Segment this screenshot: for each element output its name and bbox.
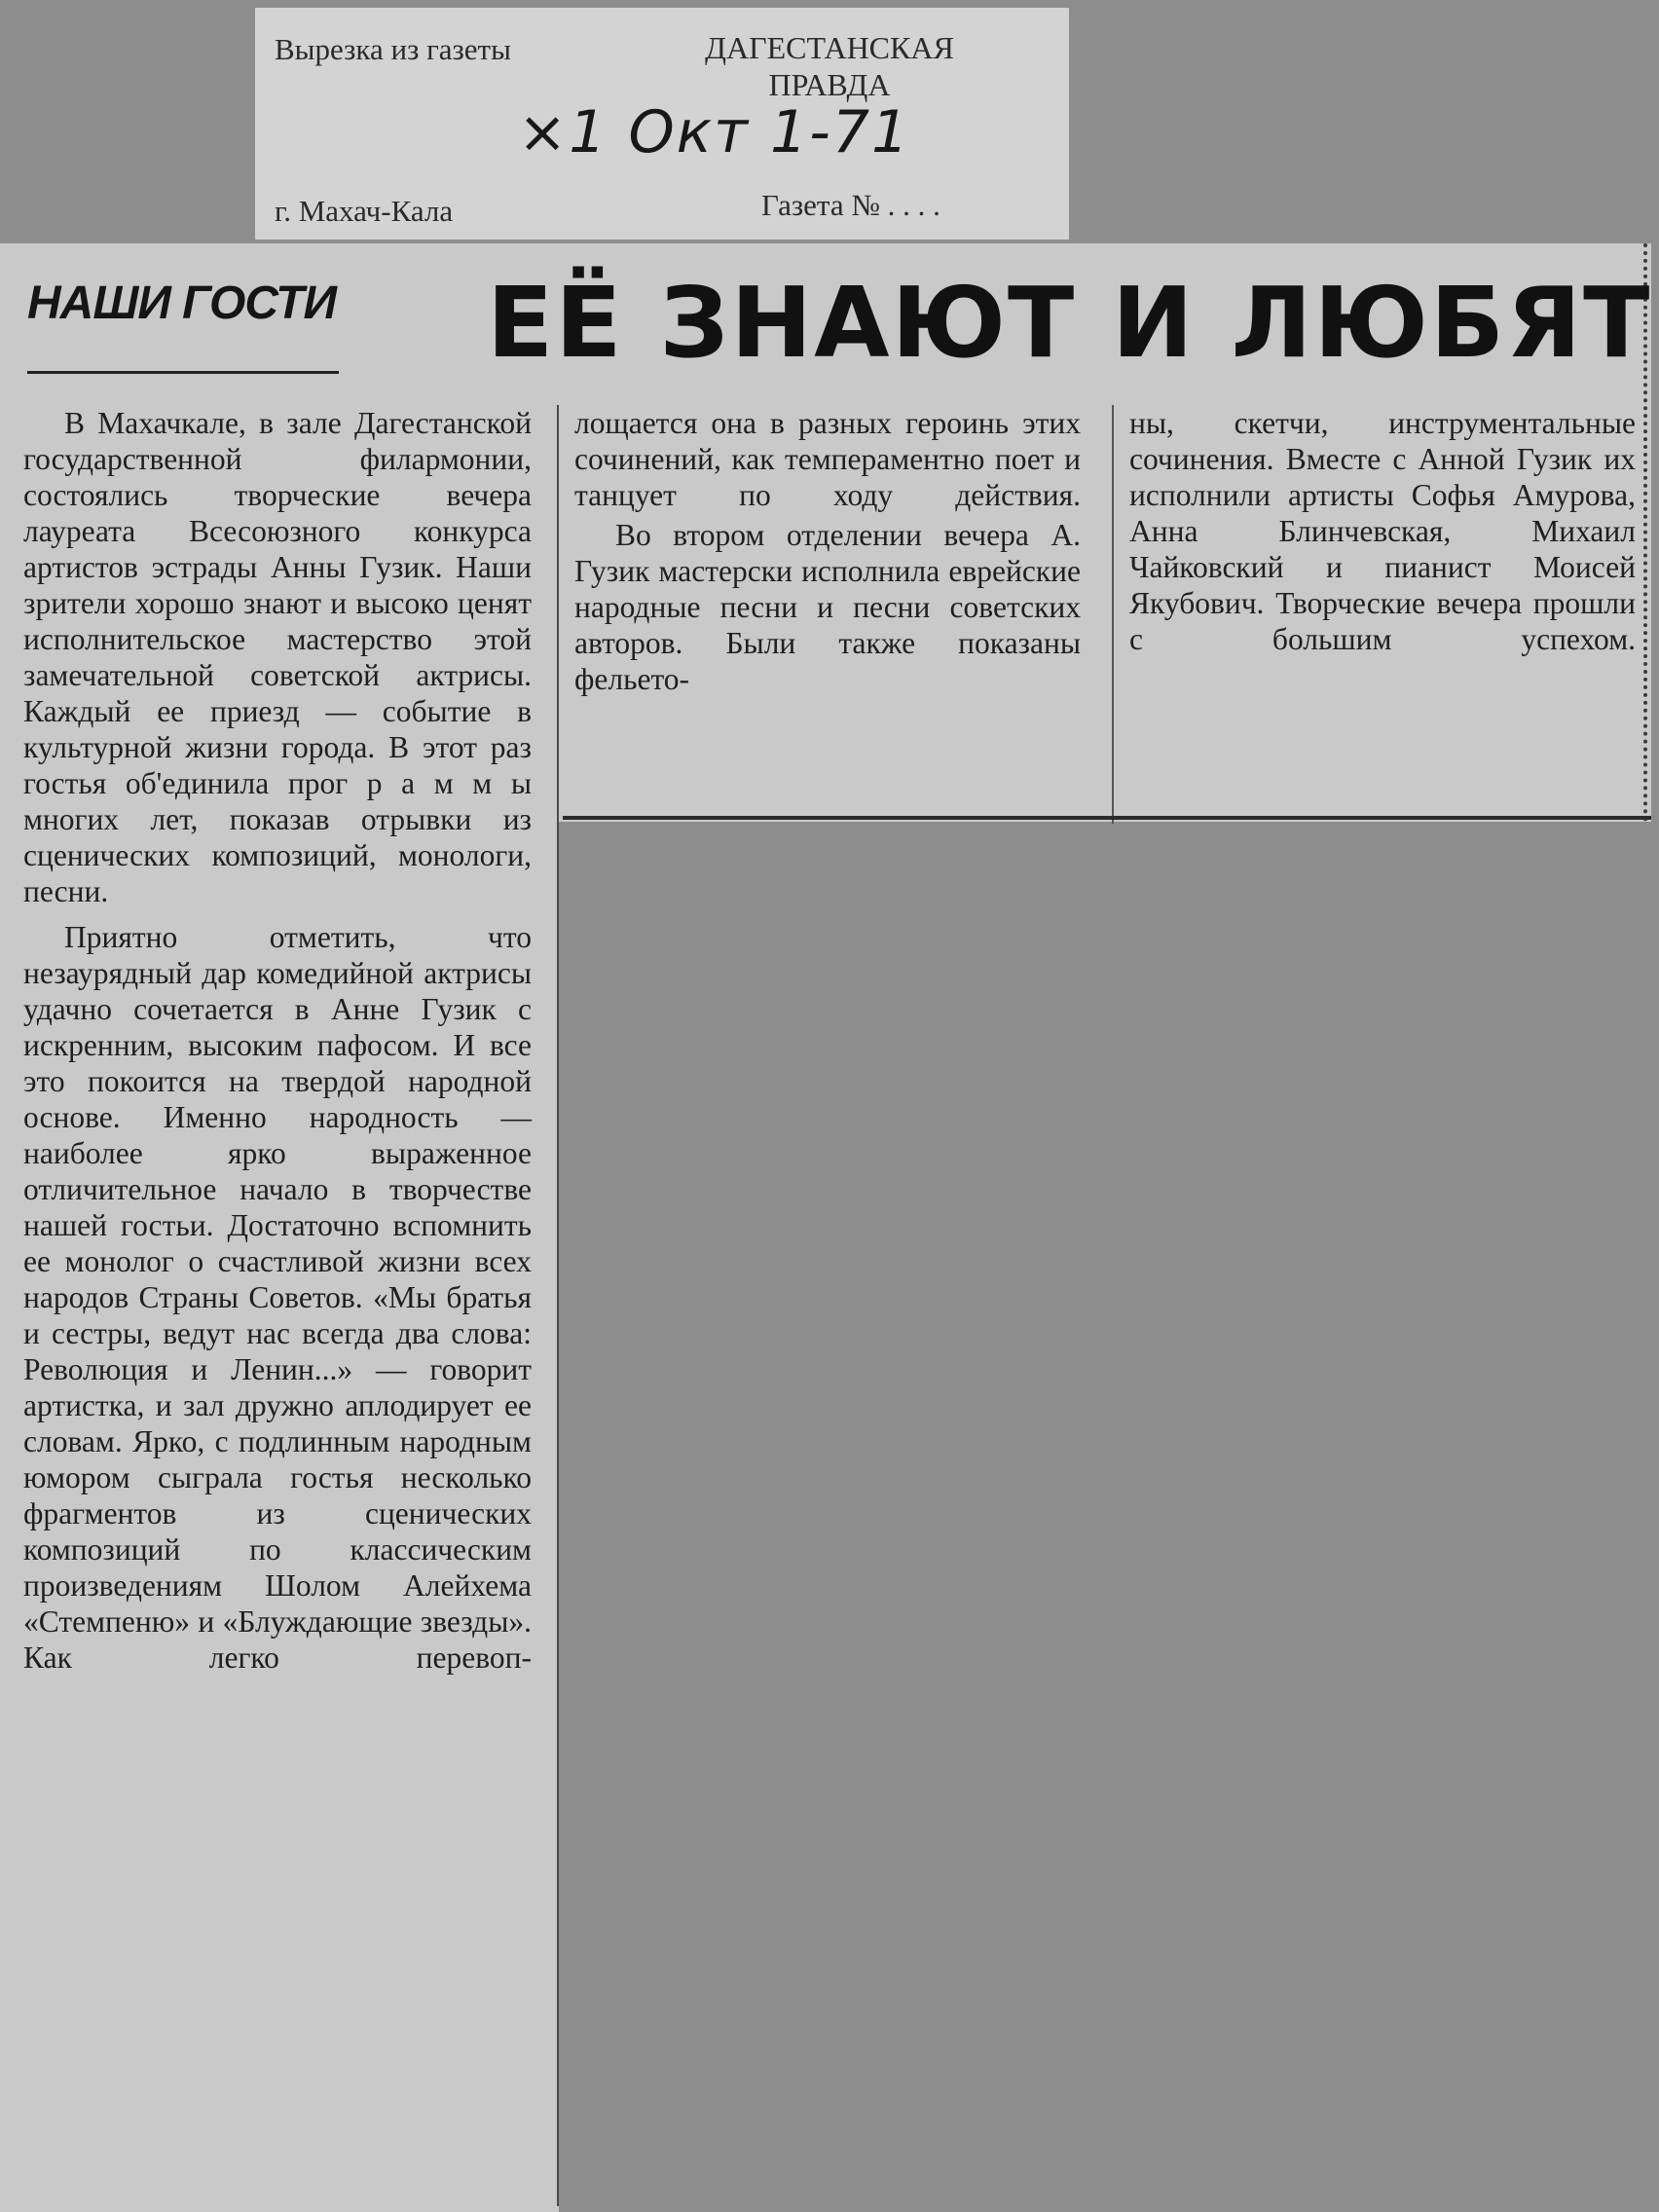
paragraph: Приятно отметить, что незаурядный дар комедийной актрисы удачно сочетается в Анне Гузик с искренним, высоким пафосом. И все это покоится на твердой народной основе. Именно народность — наиболее ярко выраженное отличительное начало в творчестве нашей гостьи. Достаточно вспомнить ее монолог о счастливой жизни всех народов Страны Советов. «Мы братья и сестры, ведут нас всегда два слова: Революция и Ленин...» — говорит артистка, и зал дружно аплодирует ее словам. Ярко, с подлинным народным юмором сыграла гостья несколько фрагментов из сценических композиций по классическим произведениям Шолом Алейхема «Стемпеню» и «Блуждающие звезды». Как легко перевоп- <box>23 920 532 1675</box>
paragraph: Во втором отделении вечера А. Гузик мастерски исполнила еврейские народные песни и песни советских авторов. Были также показаны фельето- <box>574 518 1081 696</box>
column-divider <box>557 405 559 2206</box>
newspaper-name: ДАГЕСТАНСКАЯ ПРАВДА <box>705 30 954 102</box>
column-divider <box>1112 405 1114 824</box>
paragraph: лощается она в разных героинь этих сочинений, как темпераментно поет и танцует по ходу действия. <box>574 406 1081 512</box>
rubric-underline <box>27 371 339 374</box>
article-bottom-rule <box>563 816 1651 820</box>
article-column-2 <box>574 405 1081 697</box>
paragraph: ны, скетчи, инструментальные сочинения. Вместе с Анной Гузик их исполнили артисты Софья Амурова, Анна Блинчевская, Михаил Чайковский и пианист Моисей Якубович. Творческие вечера прошли с большим успехом. <box>1129 406 1636 656</box>
issue-number-label: Газета № . . . . <box>761 188 940 222</box>
handwritten-date: ×1 Окт 1-71 <box>518 98 911 166</box>
article-headline: ЕЁ ЗНАЮТ И ЛЮБЯТ <box>487 266 1652 380</box>
city-label: г. Махач-Кала <box>275 194 454 228</box>
rubric-title: НАШИ ГОСТИ <box>27 277 337 329</box>
clipping-from-label: Вырезка из газеты <box>275 32 511 66</box>
paragraph: В Махачкале, в зале Дагестанской государственной филармонии, состоялись творческие вечера лауреата Всесоюзного конкурса артистов эстрады Анны Гузик. Наши зрители хорошо знают и высоко ценят исполнительское мастерство этой замечательной советской актрисы. Каждый ее приезд — событие в культурной жизни города. В этот раз гостья об'единила прог р а м м ы многих лет, показав отрывки из сценических композиций, монологи, песни. <box>23 406 532 908</box>
article-column-1 <box>23 405 532 1676</box>
source-label <box>255 8 1069 240</box>
article-column-3 <box>1129 405 1636 657</box>
